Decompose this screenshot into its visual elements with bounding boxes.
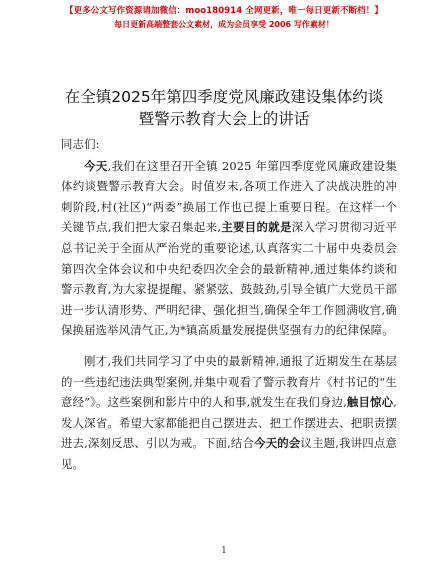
paragraph-2-emphasis: 触目惊心: [346, 395, 394, 410]
paragraph-1-text-a: ,我们在这里召开全镇 2025 年第四季度党风廉政建设集体约谈暨警示教育大会。时值岁末,各项工作进入了决战决胜的冲刺阶段,村(社区)“两委”换届工作也已提上重要日程。在这样一个关键节点,我们把大家召集起来,: [61, 158, 397, 235]
paragraph-1-emphasis: 主要目的就是: [221, 220, 292, 235]
promo-banner-line-2: 每日更新高端整套公文素材，成为会员享受 2006 写作素材！: [114, 20, 334, 29]
paragraph-2-emphasis-2: 今天的会: [254, 436, 301, 451]
title-line-2: 暨警示教育大会上的讲话: [138, 110, 310, 128]
paragraph-2-text-a: 刚才,我们共同学习了中央的最新精神,通报了近期发生在基层的一些违纪违法典型案例,并集中观看了警示教育片《村书记的“生意经”》。这些案例和影片中的人和事,就发生在我们身边,: [61, 353, 397, 410]
paragraph-2-text-c: 议主题,我讲四点意见。: [61, 436, 397, 471]
promo-banner: [0, 4, 448, 32]
paragraph-1-text-b: 深入学习贯彻习近平总书记关于全面从严治党的重要论述,认真落实二十届中央委员会第四次全体会议和中央纪委四次全会的最新精神,通过集体约谈和警示教育,为大家提提醒、紧紧弦、鼓鼓劲,引导全镇广大党员干部进一步认清形势、严明纪律、强化担当,确保全年工作圆满收官,确保换届选举风清气正,为*镇高质量发展提供坚强有力的纪律保障。: [61, 220, 397, 338]
title-line-1: 在全镇2025年第四季度党风廉政建设集体约谈: [64, 88, 384, 106]
paragraph-2: [61, 351, 397, 475]
document-body: [61, 134, 397, 475]
paragraph-1-lead: 今天: [84, 158, 108, 173]
salutation: 同志们:: [61, 137, 100, 151]
paragraph-1: [61, 156, 397, 341]
paragraph-2-text-b: ,发人深省。希望大家都能把自己摆进去、把工作摆进去、把职责摆进去,深刻反思、引以为戒。下面,结合: [61, 395, 397, 451]
document-title: [40, 86, 408, 130]
page-number: 1: [221, 546, 227, 556]
promo-banner-line-1: 【更多公文写作资源请加微信：moo180914 全网更新，唯一每日更新不断档！】: [65, 6, 383, 16]
